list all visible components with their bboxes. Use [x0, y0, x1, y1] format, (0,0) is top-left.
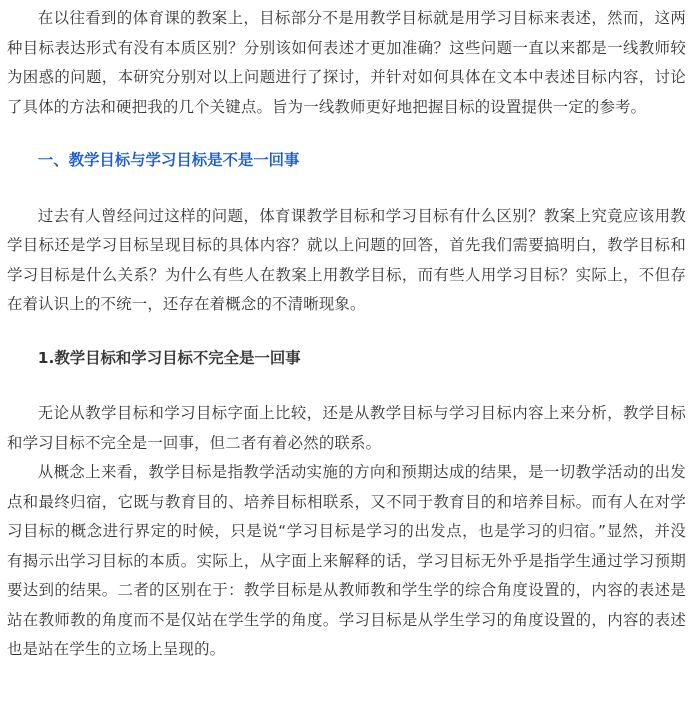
section-1-paragraph: 过去有人曾经问过这样的问题，体育课教学目标和学习目标有什么区别？教案上究竟应该用教学目标还是学习目标呈现目标的具体内容？就以上问题的回答，首先我们需要搞明白，教学目标和学习目标是什么关系？为什么有些人在教案上用教学目标，而有些人用学习目标？实际上，不但存在着认识上的不统一，还存在着概念的不清晰现象。 [7, 206, 686, 313]
subsection-heading-1: 1.教学目标和学习目标不完全是一回事 [37, 348, 301, 367]
section-heading-1: 一、教学目标与学习目标是不是一回事 [37, 151, 300, 169]
intro-paragraph: 在以往看到的体育课的教案上，目标部分不是用教学目标就是用学习目标来表述，然而，这两种目标表达形式有没有本质区别？分别该如何表述才更加准确？这些问题一直以来都是一线教师较为困惑的问题，本研究分别对以上问题进行了探讨，并针对如何具体在文本中表述目标内容，讨论了具体的方法和硬把我的几个关键点。旨为一线教师更好地把握目标的设置提供一定的参考。 [7, 9, 686, 116]
subsection-1-paragraph-1: 无论从教学目标和学习目标字面上比较，还是从教学目标与学习目标内容上来分析，教学目标和学习目标不完全是一回事，但二者有着必然的联系。 [7, 404, 686, 452]
subsection-1-paragraph-2: 从概念上来看，教学目标是指教学活动实施的方向和预期达成的结果，是一切教学活动的出发点和最终归宿，它既与教育目的、培养目标相联系，又不同于教育目的和培养目标。而有人在对学习目标的概念进行界定的时候，只是说“学习目标是学习的出发点，也是学习的归宿。”显然，并没有揭示出学习目标的本质。实际上，从字面上来解释的话，学习目标无外乎是指学生通过学习预期要达到的结果。二者的区别在于：教学目标是从教师教和学生学的综合角度设置的，内容的表述是站在教师教的角度而不是仅站在学生学的角度。学习目标是从学生学习的角度设置的，内容的表述也是站在学生的立场上呈现的。 [7, 463, 686, 658]
